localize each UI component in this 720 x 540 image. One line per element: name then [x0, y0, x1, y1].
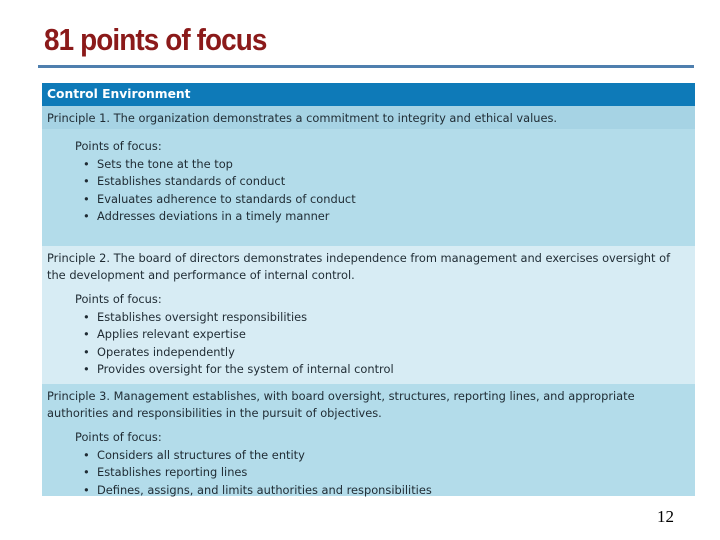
bullet-icon: • — [83, 209, 90, 223]
title-divider — [38, 65, 694, 68]
principle-2-text: Principle 2. The board of directors demonstrates independence from management and exercises oversight of the development and performance of internal control. — [47, 251, 671, 282]
points-of-focus-label: Points of focus: — [75, 430, 162, 444]
bullet-icon: • — [83, 174, 90, 188]
principle-1 — [42, 106, 695, 246]
bullet-icon: • — [83, 156, 90, 171]
list-item: • Applies relevant expertise — [83, 326, 687, 344]
principle-2 — [42, 246, 695, 384]
list-item: • Provides oversight for the system of internal control — [83, 361, 687, 379]
list-item: • Defines, assigns, and limits authorities and responsibilities — [83, 482, 687, 500]
principle-3-text: Principle 3. Management establishes, with board oversight, structures, reporting lines, and appropriate authorities and responsibilities in the pursuit of objectives. — [47, 389, 635, 420]
bullet-icon: • — [83, 344, 90, 359]
list-item: • Sets the tone at the top — [83, 156, 687, 174]
control-environment-table — [42, 83, 695, 496]
list-item: • Establishes reporting lines — [83, 464, 687, 482]
principle-1-title-bar — [42, 106, 695, 129]
principle-2-points — [75, 291, 687, 379]
bullet-icon: • — [83, 465, 90, 479]
bullet-icon: • — [83, 482, 90, 497]
principle-1-text: Principle 1. The organization demonstrates a commitment to integrity and ethical values. — [47, 111, 558, 125]
table-header: Control Environment — [42, 83, 695, 106]
bullet-icon: • — [83, 362, 90, 376]
list-item: • Establishes oversight responsibilities — [83, 309, 687, 327]
points-of-focus-label: Points of focus: — [75, 292, 162, 306]
bullet-icon: • — [83, 309, 90, 324]
principle-3-points — [75, 429, 687, 499]
page-number: 12 — [657, 507, 674, 526]
list-item: • Evaluates adherence to standards of conduct — [83, 191, 687, 209]
principle-1-points — [75, 138, 687, 226]
list-item: • Establishes standards of conduct — [83, 173, 687, 191]
slide-title: 81 points of focus — [44, 22, 267, 57]
principle-3 — [42, 384, 695, 496]
points-of-focus-label: Points of focus: — [75, 139, 162, 153]
list-item: • Addresses deviations in a timely manner — [83, 208, 687, 226]
bullet-icon: • — [83, 447, 90, 462]
bullet-icon: • — [83, 327, 90, 341]
list-item: • Considers all structures of the entity — [83, 447, 687, 465]
list-item: • Operates independently — [83, 344, 687, 362]
bullet-icon: • — [83, 191, 90, 206]
